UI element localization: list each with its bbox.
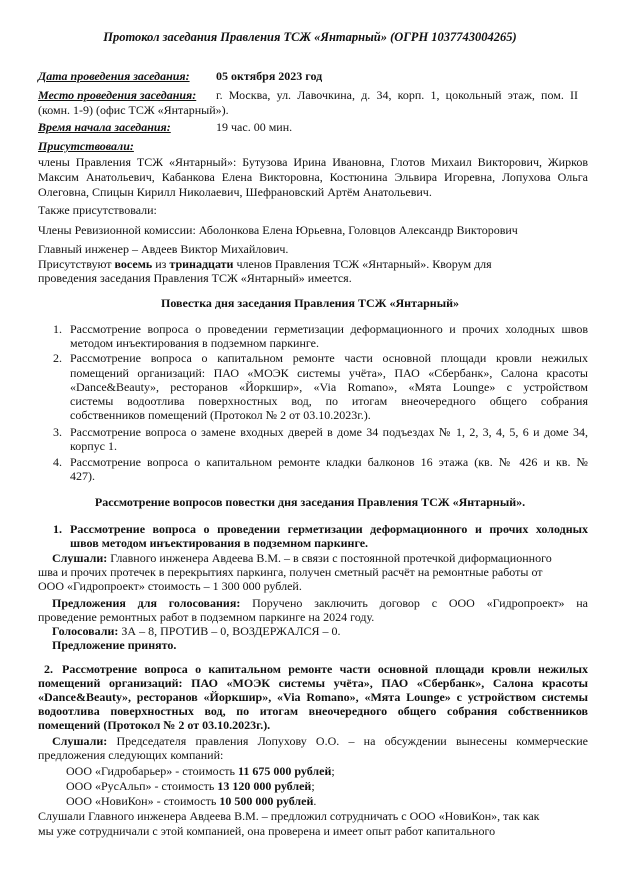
place-value-2: (комн. 1-9) (офис ТСЖ «Янтарный»). [38, 103, 229, 117]
agenda-item-line: методом инъектирования в подземном паркинге. [70, 336, 319, 350]
q1-proposal-line-1 [52, 596, 588, 610]
offer-item [66, 779, 315, 793]
agenda-item-line: корпус 1. [70, 439, 117, 453]
q2-heard2-line-2: мы уже сотрудничали с этой компанией, она проверена и имеет опыт работ капитального [38, 824, 496, 838]
offer-amount: 10 500 000 рублей [219, 794, 314, 808]
place-value-1: г. Москва, ул. Лавочкина, д. 34, корп. 1, цокольный этаж, пом. II [216, 88, 578, 102]
quorum-count-present: восемь [114, 257, 153, 271]
offer-amount: 11 675 000 рублей [238, 764, 332, 778]
agenda-item-line: собственников помещений (Протокол № 2 от 03.10.2023г.). [70, 408, 371, 422]
place-label: Место проведения заседания: [38, 88, 197, 102]
agenda-item-line: «Dance&Beauty», ресторанов «Йоркшир», «Via Romano», «Мята Lounge» с устройством [70, 380, 588, 394]
q2-heard-line-1 [52, 734, 588, 748]
vote-value: ЗА – 8, ПРОТИВ – 0, ВОЗДЕРЖАЛСЯ – 0. [118, 624, 341, 638]
present-label: Присутствовали: [38, 139, 134, 153]
offer-company: ООО «РусАльп» - стоимость [66, 779, 218, 793]
quorum-post: членов Правления ТСЖ «Янтарный». Кворум для [233, 257, 492, 271]
agenda-item-line: Рассмотрение вопроса о капитальном ремонте кладки балконов 16 этажа (кв. № 426 и кв. № [70, 455, 588, 469]
proposal-text: Поручено заключить договор с ООО «Гидропроект» на [240, 596, 589, 610]
agenda-item-line: системы водоотлива поверхностных вод, по итогам внеочередного общего собрания [70, 394, 588, 408]
q2-heard-line-2: предложения следующих компаний: [38, 748, 224, 762]
agenda-item-number: 1. [53, 322, 62, 336]
question-2-title-line: помещений (Протокол № 2 от 03.10.2023г.). [38, 718, 271, 732]
place-label-line [38, 88, 196, 102]
agenda-heading: Повестка дня заседания Правления ТСЖ «Янтарный» [160, 296, 459, 310]
quorum-pre: Присутствуют [38, 257, 115, 271]
offer-punct: . [313, 794, 317, 808]
document-title: Протокол заседания Правления ТСЖ «Янтарный» (ОГРН 1037743004265) [103, 30, 517, 44]
offer-punct: ; [331, 764, 335, 778]
offer-item [66, 794, 316, 808]
question-1-title: Рассмотрение вопроса о проведении герметизации деформационного и прочих холодных [70, 522, 588, 536]
offer-company: ООО «Гидробарьер» - стоимость [66, 764, 239, 778]
audit-members: Члены Ревизионной комиссии: Аболонкова Елена Юрьевна, Головцов Александр Викторович [38, 223, 518, 237]
agenda-item-number: 4. [53, 455, 62, 469]
agenda-item-number: 3. [53, 425, 62, 439]
members-line-3: Олеговна, Спицын Кирилл Николаевич, Шефрановский Артём Анатольевич. [38, 185, 432, 199]
question-2-title-line: помещений организаций: ПАО «МОЭК системы учёта», ПАО «Сбербанк», Салона красоты [38, 676, 588, 690]
question-1-title-cont: швов методом инъектирования в подземном паркинге. [70, 536, 369, 550]
q1-heard-line-3: ООО «Гидропроект» стоимость – 1 300 000 рублей. [38, 579, 302, 593]
proposal-label: Предложения для голосования: [52, 596, 241, 610]
q1-proposal-line-2: проведение ремонтных работ в подземном паркинге на 2024 году. [38, 610, 375, 624]
date-value: 05 октября 2023 год [216, 69, 323, 83]
offer-item [66, 764, 335, 778]
chief-engineer: Главный инженер – Авдеев Виктор Михайлович. [38, 242, 289, 256]
heard-label: Слушали: [52, 734, 108, 748]
q2-heard2-line-1: Слушали Главного инженера Авдеева В.М. – предложил сотрудничать с ООО «НовиКон», так как [38, 809, 540, 823]
start-label: Время начала заседания: [38, 120, 171, 134]
vote-label: Голосовали: [52, 624, 119, 638]
q1-result: Предложение принято. [52, 638, 177, 652]
start-label-line [38, 120, 171, 134]
start-value: 19 час. 00 мин. [216, 120, 293, 134]
date-label: Дата проведения заседания: [38, 69, 190, 83]
meeting-date [38, 69, 190, 83]
heard-text: Главного инженера Авдеева В.М. – в связи с постоянной протечкой диформационного [107, 551, 552, 565]
agenda-item-number: 2. [53, 351, 62, 365]
heard-text: Председателя правления Лопухову О.О. – на обсуждении вынесены коммерческие [107, 734, 588, 748]
quorum-line-2: проведения заседания Правления ТСЖ «Янтарный» имеется. [38, 271, 352, 285]
question-2-number: 2. [44, 662, 53, 676]
quorum-line-1 [38, 257, 492, 271]
offer-amount: 13 120 000 рублей [217, 779, 312, 793]
agenda-item-line: помещений организаций: ПАО «МОЭК системы учёта», ПАО «Сбербанк», Салона красоты [70, 366, 588, 380]
question-2-title-line: «Dance&Beauty», ресторанов «Йоркшир», «Via Romano», «Мята Lounge» с устройством системы [38, 690, 588, 704]
question-2-title-line: водоотлива поверхностных вод, по итогам внеочередного общего собрания собственников [38, 704, 588, 718]
agenda-item-line: Рассмотрение вопроса о проведении герметизации деформационного и прочих холодных швов [70, 322, 588, 336]
quorum-mid: из [152, 257, 170, 271]
agenda-item-line: Рассмотрение вопроса о замене входных дверей в доме 34 подъездах № 1, 2, 3, 4, 5, 6 и доме 34, [70, 425, 588, 439]
q1-heard-line-2: шва и прочих протечек в перекрытиях паркинга, получен сметный расчёт на ремонтные работы от [38, 565, 543, 579]
q1-vote [52, 624, 341, 638]
offer-punct: ; [311, 779, 315, 793]
q1-heard-line-1 [52, 551, 552, 565]
question-1-number: 1. [53, 522, 62, 536]
question-2-title-line: Рассмотрение вопроса о капитальном ремонте части основной площади кровли нежилых [62, 662, 588, 676]
members-line-1: члены Правления ТСЖ «Янтарный»: Бутузова Ирина Ивановна, Глотов Михаил Викторович, Жирков [38, 155, 588, 169]
members-line-2: Максим Анатольевич, Кабанкова Елена Викторовна, Костюнина Эльвира Игоревна, Лопухова Ольга [38, 170, 588, 184]
offer-company: ООО «НовиКон» - стоимость [66, 794, 220, 808]
heard-label: Слушали: [52, 551, 108, 565]
agenda-item-line: Рассмотрение вопроса о капитальном ремонте части основной площади кровли нежилых [70, 351, 588, 365]
also-present: Также присутствовали: [38, 203, 157, 217]
quorum-count-total: тринадцати [169, 257, 234, 271]
review-heading: Рассмотрение вопросов повестки дня заседания Правления ТСЖ «Янтарный». [94, 495, 526, 509]
agenda-item-line: 427). [70, 469, 95, 483]
